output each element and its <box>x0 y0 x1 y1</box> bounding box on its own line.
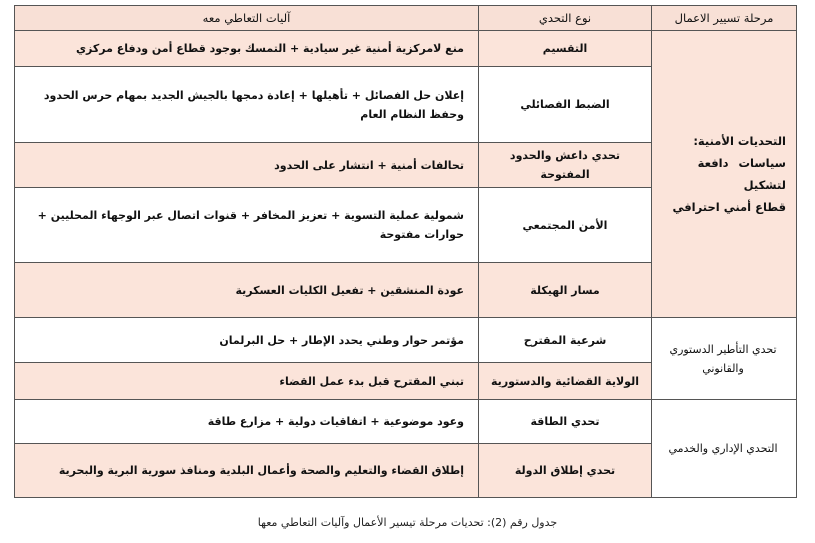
challenge-type-cell: الضبط الفصائلي <box>479 67 652 143</box>
phase-line: قطاع أمني احترافي <box>672 200 786 214</box>
header-challenge-type: نوع التحدي <box>479 6 652 31</box>
header-phase: مرحلة تسيير الاعمال <box>652 6 797 31</box>
mechanism-cell: عودة المنشقين + تفعيل الكليات العسكرية <box>15 263 479 318</box>
mechanism-cell: شمولية عملية التسوية + تعزيز المخافر + قنوات اتصال عبر الوجهاء المحليين + حوارات مفتوحة <box>15 188 479 263</box>
phase-line: سياسات دافعة لتشكيل <box>697 156 786 192</box>
mechanism-cell: وعود موضوعية + اتفاقيات دولية + مزارع طاقة <box>15 400 479 444</box>
phase-line: والقانوني <box>702 361 744 375</box>
table-row <box>15 400 797 444</box>
challenges-table <box>14 5 797 498</box>
challenge-type-cell: الأمن المجتمعي <box>479 188 652 263</box>
phase-line: التحدي الإداري والخدمي <box>668 442 778 455</box>
mechanism-cell: إعلان حل الفصائل + تأهيلها + إعادة دمجها بالجيش الجديد بمهام حرس الحدود وحفظ النظام العام <box>15 67 479 143</box>
phase-cell-security <box>652 31 797 318</box>
mechanism-cell: تحالفات أمنية + انتشار على الحدود <box>15 143 479 188</box>
challenge-type-cell: الولاية القضائية والدستورية <box>479 363 652 400</box>
challenge-type-cell: تحدي الطاقة <box>479 400 652 444</box>
phase-cell-administrative <box>652 400 797 498</box>
phase-cell-constitutional <box>652 318 797 400</box>
phase-line: تحدي التأطير الدستوري <box>669 342 777 356</box>
challenge-type-cell: التقسيم <box>479 31 652 67</box>
mechanism-cell: إطلاق القضاء والتعليم والصحة وأعمال البلدية ومنافذ سورية البرية والبحرية <box>15 444 479 498</box>
header-mechanisms: آليات التعاطي معه <box>15 6 479 31</box>
mechanism-cell: منع لامركزية أمنية غير سيادية + التمسك بوجود قطاع أمن ودفاع مركزي <box>15 31 479 67</box>
table-row <box>15 31 797 67</box>
mechanism-cell: مؤتمر حوار وطني يحدد الإطار + حل البرلمان <box>15 318 479 363</box>
challenge-type-cell: شرعية المقترح <box>479 318 652 363</box>
table-caption: جدول رقم (2): تحديات مرحلة تيسير الأعمال وآليات التعاطي معها <box>257 516 558 529</box>
table-row <box>15 318 797 363</box>
challenge-type-cell: تحدي داعش والحدود المفتوحة <box>479 143 652 188</box>
challenge-type-cell: مسار الهيكلة <box>479 263 652 318</box>
mechanism-cell: تبني المقترح قبل بدء عمل القضاء <box>15 363 479 400</box>
table-header-row <box>15 6 797 31</box>
phase-line: التحديات الأمنية: <box>693 134 786 148</box>
challenge-type-cell: تحدي إطلاق الدولة <box>479 444 652 498</box>
